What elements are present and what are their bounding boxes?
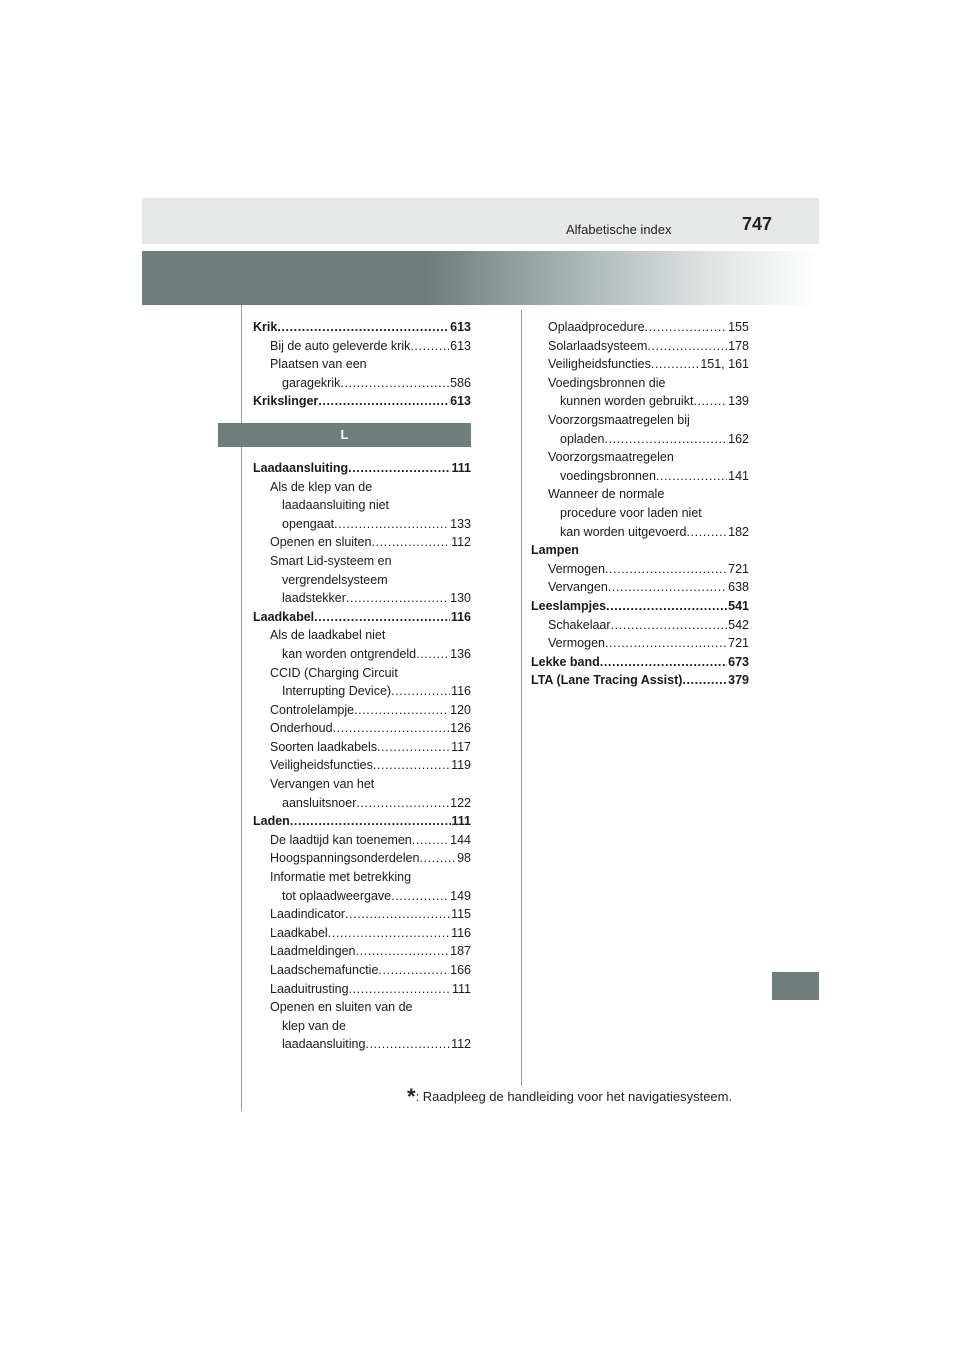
dot-leader bbox=[333, 719, 450, 738]
entry-page-ref: 151, 161 bbox=[700, 357, 749, 372]
entry-label: kan worden ontgrendeld bbox=[282, 646, 417, 661]
entry-page-ref: 721 bbox=[728, 636, 749, 651]
dot-leader bbox=[600, 653, 727, 672]
column-divider bbox=[521, 310, 522, 1086]
entry-page-ref: 98 bbox=[457, 851, 471, 866]
entry-page-ref: 139 bbox=[728, 394, 749, 409]
entry-page-ref: 141 bbox=[728, 468, 749, 483]
dot-leader bbox=[340, 374, 449, 393]
entry-page-ref: 613 bbox=[450, 320, 471, 334]
entry-page-ref: 673 bbox=[728, 654, 749, 669]
index-sub-entry bbox=[253, 794, 471, 813]
entry-page-ref: 721 bbox=[728, 561, 749, 576]
entry-label: Veiligheidsfuncties bbox=[548, 357, 651, 372]
dot-leader bbox=[605, 430, 728, 449]
footnote-text: : Raadpleeg de handleiding voor het navigatiesysteem. bbox=[415, 1089, 733, 1104]
index-entry-line: procedure voor laden niet bbox=[560, 505, 702, 520]
entry-page-ref: 116 bbox=[451, 925, 471, 940]
entry-label: Interrupting Device) bbox=[282, 684, 392, 699]
index-sub-entry bbox=[253, 942, 471, 961]
index-sub-entry bbox=[253, 701, 471, 720]
index-column-right bbox=[531, 318, 749, 690]
dot-leader bbox=[345, 905, 450, 924]
entry-page-ref: 120 bbox=[450, 702, 471, 717]
index-sub-entry bbox=[253, 905, 471, 924]
entry-label: opengaat bbox=[282, 516, 335, 531]
entry-page-ref: 166 bbox=[450, 963, 471, 977]
dot-leader bbox=[606, 597, 727, 616]
entry-label: Oplaadprocedure bbox=[548, 320, 645, 334]
dot-leader bbox=[651, 355, 699, 374]
index-sub-entry bbox=[531, 560, 749, 579]
entry-page-ref: 112 bbox=[451, 1037, 471, 1052]
dot-leader bbox=[349, 980, 451, 999]
entry-label: laadstekker bbox=[282, 591, 346, 606]
index-entry-line: Als de laadkabel niet bbox=[270, 628, 386, 643]
dot-leader bbox=[356, 794, 449, 813]
entry-label: Lekke band bbox=[531, 654, 600, 669]
index-group-l-continued bbox=[531, 318, 749, 690]
entry-page-ref: 116 bbox=[450, 609, 471, 624]
entry-label: Laadindicator bbox=[270, 907, 346, 922]
entry-page-ref: 112 bbox=[451, 535, 471, 550]
dot-leader bbox=[416, 645, 449, 664]
entry-page-ref: 136 bbox=[450, 646, 471, 661]
index-sub-entry bbox=[531, 634, 749, 653]
entry-label: Laadmeldingen bbox=[270, 944, 356, 959]
index-entry-line: laadaansluiting niet bbox=[282, 498, 390, 513]
index-heading: Lampen bbox=[531, 543, 579, 558]
dot-leader bbox=[334, 515, 449, 534]
entry-page-ref: 178 bbox=[728, 338, 749, 353]
index-entry-line: Voorzorgsmaatregelen bij bbox=[548, 412, 690, 427]
chapter-side-tab bbox=[772, 972, 819, 1000]
index-column-left bbox=[253, 318, 471, 1054]
entry-label: Laadschemafunctie bbox=[270, 963, 379, 977]
dot-leader bbox=[686, 523, 727, 542]
index-main-entry bbox=[253, 392, 471, 411]
dot-leader bbox=[656, 467, 727, 486]
footnote bbox=[407, 1084, 732, 1110]
entry-label: Laadkabel bbox=[253, 609, 315, 624]
entry-page-ref: 130 bbox=[450, 591, 471, 606]
dot-leader bbox=[693, 392, 727, 411]
footnote-star: * bbox=[407, 1084, 416, 1109]
entry-page-ref: 111 bbox=[451, 814, 471, 829]
entry-label: Laadkabel bbox=[270, 925, 328, 940]
index-entry-line: klep van de bbox=[282, 1018, 346, 1033]
index-sub-entry bbox=[531, 523, 749, 542]
entry-page-ref: 187 bbox=[450, 944, 471, 959]
entry-page-ref: 162 bbox=[728, 431, 749, 446]
dot-leader bbox=[354, 701, 449, 720]
index-entry-line: Voedingsbronnen die bbox=[548, 375, 666, 390]
dot-leader bbox=[348, 459, 450, 478]
entry-label: Hoogspanningsonderdelen bbox=[270, 851, 420, 866]
entry-label: Controlelampje bbox=[270, 702, 355, 717]
dot-leader bbox=[377, 738, 450, 757]
entry-page-ref: 155 bbox=[728, 320, 749, 334]
entry-label: Laaduitrusting bbox=[270, 981, 349, 996]
index-sub-entry bbox=[253, 589, 471, 608]
entry-page-ref: 117 bbox=[451, 739, 471, 754]
entry-page-ref: 613 bbox=[450, 394, 471, 409]
entry-label: Vermogen bbox=[548, 636, 605, 651]
dot-leader bbox=[410, 337, 449, 356]
entry-page-ref: 144 bbox=[450, 832, 471, 847]
index-sub-entry bbox=[253, 645, 471, 664]
entry-label: Openen en sluiten bbox=[270, 535, 372, 550]
dot-leader bbox=[277, 318, 449, 337]
index-sub-entry bbox=[253, 719, 471, 738]
entry-page-ref: 111 bbox=[451, 460, 471, 475]
index-sub-entry bbox=[531, 355, 749, 374]
index-sub-entry bbox=[253, 533, 471, 552]
dot-leader bbox=[645, 318, 728, 337]
section-letter-l: L bbox=[218, 423, 471, 447]
entry-page-ref: 638 bbox=[728, 580, 749, 595]
index-entry-line: Wanneer de normale bbox=[548, 487, 665, 502]
entry-page-ref: 119 bbox=[451, 758, 471, 773]
entry-label: Vervangen bbox=[548, 580, 608, 595]
dot-leader bbox=[346, 589, 449, 608]
entry-label: tot oplaadweergave bbox=[282, 888, 392, 903]
index-entry-line: Openen en sluiten van de bbox=[270, 1000, 413, 1015]
index-sub-entry bbox=[253, 831, 471, 850]
index-main-entry bbox=[253, 459, 471, 478]
index-sub-entry bbox=[531, 337, 749, 356]
entry-label: laadaansluiting bbox=[282, 1037, 366, 1052]
dot-leader bbox=[647, 337, 727, 356]
dot-leader bbox=[373, 756, 450, 775]
entry-label: Laden bbox=[253, 814, 290, 829]
entry-label: De laadtijd kan toenemen bbox=[270, 832, 412, 847]
index-sub-entry bbox=[253, 961, 471, 980]
entry-label: Vermogen bbox=[548, 561, 605, 576]
dot-leader bbox=[314, 608, 450, 627]
dot-leader bbox=[605, 634, 727, 653]
dot-leader bbox=[412, 831, 449, 850]
dot-leader bbox=[608, 578, 727, 597]
entry-label: voedingsbronnen bbox=[560, 468, 656, 483]
index-sub-entry bbox=[253, 849, 471, 868]
index-entry-line: Plaatsen van een bbox=[270, 357, 367, 372]
index-sub-entry bbox=[253, 887, 471, 906]
page-header-title: Alfabetische index bbox=[566, 222, 672, 237]
index-sub-entry bbox=[253, 738, 471, 757]
entry-label: opladen bbox=[560, 431, 605, 446]
index-main-entry bbox=[531, 653, 749, 672]
entry-label: kan worden uitgevoerd bbox=[560, 524, 687, 539]
entry-page-ref: 133 bbox=[450, 516, 471, 531]
index-entry-line: Voorzorgsmaatregelen bbox=[548, 450, 674, 465]
index-sub-entry bbox=[253, 515, 471, 534]
entry-label: Leeslampjes bbox=[531, 598, 607, 613]
page-number: 747 bbox=[742, 214, 773, 234]
index-sub-entry bbox=[253, 337, 471, 356]
entry-page-ref: 116 bbox=[451, 684, 471, 699]
entry-page-ref: 613 bbox=[450, 338, 471, 353]
index-sub-entry bbox=[531, 392, 749, 411]
entry-label: Onderhoud bbox=[270, 721, 333, 736]
dot-leader bbox=[391, 887, 449, 906]
entry-page-ref: 542 bbox=[728, 617, 749, 632]
dot-leader bbox=[682, 671, 727, 690]
dot-leader bbox=[611, 616, 728, 635]
dot-leader bbox=[356, 942, 450, 961]
dot-leader bbox=[378, 961, 449, 980]
entry-page-ref: 111 bbox=[451, 981, 471, 996]
index-entry-line: Informatie met betrekking bbox=[270, 870, 412, 885]
entry-page-ref: 379 bbox=[728, 673, 749, 688]
dot-leader bbox=[290, 812, 451, 831]
entry-page-ref: 122 bbox=[450, 795, 471, 810]
header-banner bbox=[142, 251, 819, 305]
entry-page-ref: 541 bbox=[728, 598, 749, 613]
index-main-entry bbox=[253, 608, 471, 627]
entry-label: Laadaansluiting bbox=[253, 460, 349, 475]
entry-label: Krik bbox=[253, 320, 278, 334]
dot-leader bbox=[605, 560, 727, 579]
index-main-entry bbox=[531, 671, 749, 690]
index-sub-entry bbox=[531, 430, 749, 449]
index-sub-entry bbox=[531, 616, 749, 635]
entry-label: aansluitsnoer bbox=[282, 795, 357, 810]
index-main-entry bbox=[531, 597, 749, 616]
entry-page-ref: 182 bbox=[728, 524, 749, 539]
dot-leader bbox=[391, 682, 450, 701]
entry-page-ref: 586 bbox=[450, 375, 471, 390]
index-entry-line: CCID (Charging Circuit bbox=[270, 665, 398, 680]
index-sub-entry bbox=[253, 924, 471, 943]
entry-label: Bij de auto geleverde krik bbox=[270, 338, 411, 353]
index-group-k bbox=[253, 318, 471, 411]
dot-leader bbox=[365, 1035, 450, 1054]
entry-label: garagekrik bbox=[282, 375, 341, 390]
entry-label: Krikslinger bbox=[253, 394, 319, 409]
entry-page-ref: 149 bbox=[450, 888, 471, 903]
dot-leader bbox=[328, 924, 450, 943]
entry-label: Solarlaadsysteem bbox=[548, 338, 648, 353]
index-entry-line: Vervangen van het bbox=[270, 777, 375, 792]
index-entry-line: vergrendelsysteem bbox=[282, 572, 388, 587]
entry-label: LTA (Lane Tracing Assist) bbox=[531, 673, 683, 688]
dot-leader bbox=[419, 849, 456, 868]
index-main-entry bbox=[253, 318, 471, 337]
index-entry-line: Als de klep van de bbox=[270, 479, 373, 494]
index-sub-entry bbox=[253, 756, 471, 775]
index-sub-entry bbox=[531, 467, 749, 486]
index-sub-entry bbox=[531, 318, 749, 337]
entry-label: Schakelaar bbox=[548, 617, 611, 632]
index-sub-entry bbox=[253, 374, 471, 393]
index-sub-entry bbox=[253, 980, 471, 999]
entry-label: Soorten laadkabels bbox=[270, 739, 378, 754]
index-sub-entry bbox=[531, 578, 749, 597]
dot-leader bbox=[318, 392, 449, 411]
header-bar bbox=[142, 198, 819, 244]
entry-label: kunnen worden gebruikt bbox=[560, 394, 694, 409]
index-sub-entry bbox=[253, 1035, 471, 1054]
entry-page-ref: 126 bbox=[450, 721, 471, 736]
entry-page-ref: 115 bbox=[451, 907, 471, 922]
index-group-l bbox=[253, 459, 471, 1054]
entry-label: Veiligheidsfuncties bbox=[270, 758, 373, 773]
dot-leader bbox=[371, 533, 450, 552]
index-sub-entry bbox=[253, 682, 471, 701]
index-entry-line: Smart Lid-systeem en bbox=[270, 553, 392, 568]
index-main-entry bbox=[253, 812, 471, 831]
